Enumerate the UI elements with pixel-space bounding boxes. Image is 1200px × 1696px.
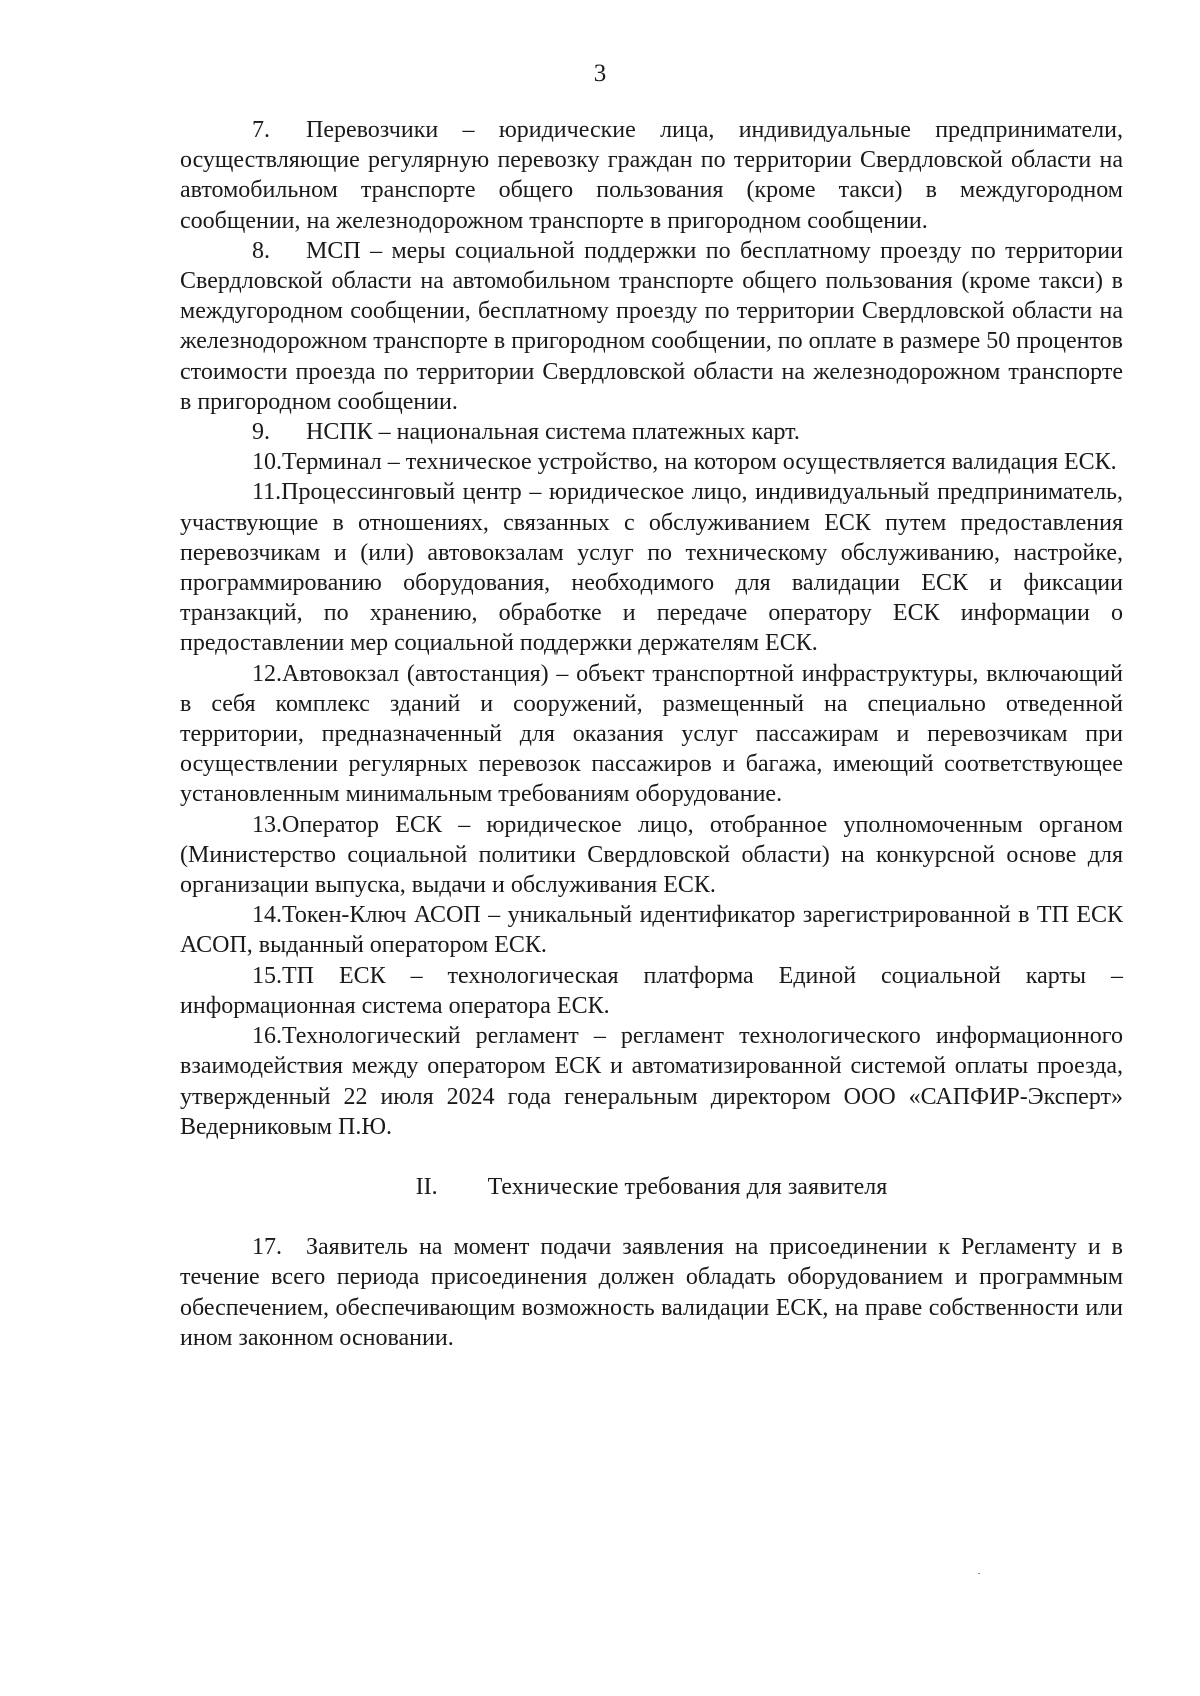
list-item-10 (180, 447, 1123, 477)
section-title: Технические требования для заявителя (487, 1173, 888, 1200)
list-item-11 (180, 477, 1123, 658)
section-heading (180, 1172, 1123, 1202)
item-number: 12. (252, 660, 282, 687)
list-item-15 (180, 961, 1123, 1021)
item-number: 9. (252, 419, 270, 446)
page-number: 3 (593, 60, 607, 87)
list-item-12 (180, 659, 1123, 810)
item-text: Оператор ЕСК – юридическое лицо, отобранное уполномоченным органом (Министерство социальной политики Свердловской области) на конкурсной основе для организации выпуска, выдачи и обслуживания ЕСК. (180, 811, 1123, 899)
scan-speck (978, 1573, 980, 1574)
list-item-8 (180, 236, 1123, 417)
item-text: Токен-Ключ АСОП – уникальный идентификатор зарегистрированной в ТП ЕСК АСОП, выданный оператором ЕСК. (180, 902, 1123, 959)
item-text: Технологический регламент – регламент технологического информационного взаимодействия между оператором ЕСК и автоматизированной системой оплаты проезда, утвержденный 22 июля 2024 года генеральным директором ООО «САПФИР-Эксперт» Ведерниковым П.Ю. (180, 1023, 1123, 1140)
item-text: ТП ЕСК – технологическая платформа Единой социальной карты – информационная система оператора ЕСК. (180, 962, 1123, 1019)
list-item-14 (180, 900, 1123, 960)
list-item-16 (180, 1021, 1123, 1142)
item-number: 8. (252, 237, 270, 264)
item-text: Процессинговый центр – юридическое лицо, индивидуальный предприниматель, участвующие в отношениях, связанных с обслуживанием ЕСК путем предоставления перевозчикам и (или) автовокзалам услуг по техническому обслуживанию, настройке, программированию оборудования, необходимого для валидации ЕСК и фиксации транзакций, по хранению, обработке и передаче оператору ЕСК информации о предоставлении мер социальной поддержки держателям ЕСК. (180, 479, 1123, 657)
item-number: 7. (252, 117, 270, 143)
section-number: II. (415, 1173, 438, 1200)
list-item-9 (180, 417, 1123, 447)
item-number: 15. (252, 962, 282, 989)
item-text: Перевозчики – юридические лица, индивидуальные предприниматели, осуществляющие регулярную перевозку граждан по территории Свердловской области на автомобильном транспорте общего пользования (кроме такси) в междугородном сообщении, на железнодорожном транспорте в пригородном сообщении. (180, 117, 1123, 234)
list-item-7 (180, 115, 1123, 236)
item-text: НСПК – национальная система платежных карт. (306, 419, 800, 446)
item-text: Заявитель на момент подачи заявления на присоединении к Регламенту и в течение всего периода присоединения должен обладать оборудованием и программным обеспечением, обеспечивающим возможность валидации ЕСК, на праве собственности или ином законном основании. (180, 1234, 1123, 1351)
item-number: 10. (252, 449, 282, 476)
item-number: 11. (252, 479, 282, 506)
item-text: Терминал – техническое устройство, на котором осуществляется валидация ЕСК. (282, 449, 1117, 476)
item-number: 16. (252, 1023, 282, 1050)
item-text: Автовокзал (автостанция) – объект транспортной инфраструктуры, включающий в себя комплекс зданий и сооружений, размещенный на специально отведенной территории, предназначенный для оказания услуг пассажирам и перевозчикам при осуществлении регулярных перевозок пассажиров и багажа, имеющий соответствующее установленным минимальным требованиям оборудование. (180, 660, 1123, 808)
list-item-13 (180, 810, 1123, 901)
item-text: МСП – меры социальной поддержки по бесплатному проезду по территории Свердловской области на автомобильном транспорте общего пользования (кроме такси) в междугородном сообщении, бесплатному проезду по территории Свердловской области на железнодорожном транспорте в пригородном сообщении, по оплате в размере 50 процентов стоимости проезда по территории Свердловской области на железнодорожном транспорте в пригородном сообщении. (180, 237, 1123, 415)
list-item-17 (180, 1232, 1123, 1353)
item-number: 13. (252, 811, 282, 838)
item-number: 17. (252, 1234, 282, 1261)
document-body (180, 115, 1123, 1353)
item-number: 14. (252, 902, 282, 929)
